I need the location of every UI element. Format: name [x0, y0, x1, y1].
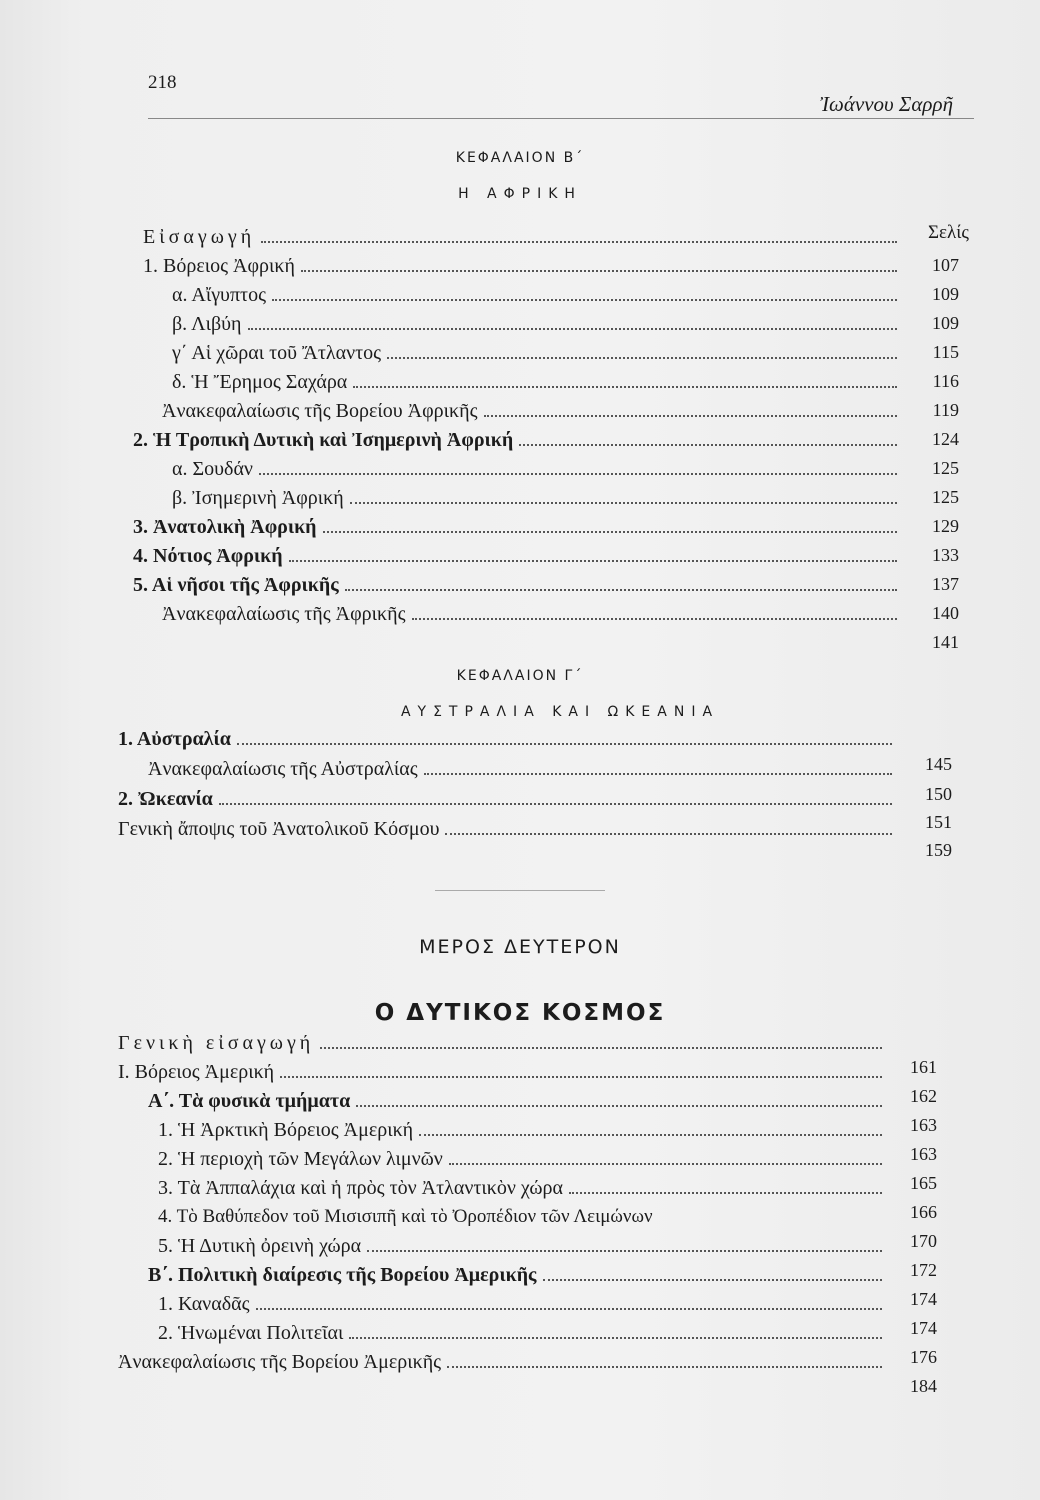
toc-entry	[172, 487, 903, 510]
toc-entry	[118, 1351, 888, 1374]
toc-page-number: 172	[910, 1260, 937, 1280]
dot-leader	[569, 1192, 882, 1194]
toc-entry-text: 2. Ἡ περιοχὴ τῶν Μεγάλων λιμνῶν	[158, 1148, 443, 1170]
dot-leader	[237, 743, 892, 745]
toc-entry	[158, 1235, 888, 1258]
toc-entry-text: α. Σουδάν	[172, 458, 253, 480]
toc-entry	[133, 545, 903, 568]
toc-entry	[158, 1148, 888, 1171]
toc-entry	[118, 818, 898, 841]
toc-page-number: 133	[932, 545, 959, 565]
toc-entry-text: 5. Ἡ Δυτικὴ ὀρεινὴ χώρα	[158, 1235, 362, 1257]
toc-entry	[172, 371, 903, 394]
dot-leader	[519, 444, 897, 446]
dot-leader	[350, 502, 897, 504]
toc-entry-text: Ἀνακεφαλαίωσις τῆς Αὐστραλίας	[148, 758, 418, 780]
dot-leader	[320, 1047, 882, 1049]
toc-entry-text: Γενικὴ εἰσαγωγή	[118, 1032, 315, 1054]
dot-leader	[353, 386, 897, 388]
toc-entry	[118, 1032, 888, 1055]
toc-entry-text: 2. Ἡ Τροπικὴ Δυτικὴ καὶ Ἰσημερινὴ Ἀφρική	[133, 429, 514, 451]
toc-entry-text: γ΄ Αἱ χῶραι τοῦ Ἄτλαντος	[172, 342, 382, 364]
toc-entry-text: 1. Καναδᾶς	[158, 1293, 250, 1315]
toc-page-number: 163	[910, 1115, 937, 1135]
toc-entry	[158, 1293, 888, 1316]
dot-leader	[387, 357, 897, 359]
toc-entry-text: Ἀνακεφαλαίωσις τῆς Βορείου Ἀφρικῆς	[162, 400, 478, 422]
dot-leader	[484, 415, 898, 417]
page-number: 218	[148, 72, 177, 93]
dot-leader	[261, 241, 897, 243]
toc-entry-text: Α΄. Τὰ φυσικὰ τμήματα	[148, 1090, 351, 1112]
toc-entry	[148, 758, 898, 781]
toc-entry	[118, 728, 898, 751]
toc-page-number: 109	[932, 313, 959, 333]
toc-entry-text: 4. Νότιος Ἀφρική	[133, 545, 283, 567]
pages-column-header: Σελίς	[928, 222, 969, 243]
toc-page-number: 129	[932, 516, 959, 536]
dot-leader	[272, 299, 897, 301]
toc-page-number: 150	[925, 784, 952, 804]
toc-entry	[143, 226, 903, 249]
toc-entry-text: Ἀνακεφαλαίωσις τῆς Ἀφρικῆς	[162, 603, 406, 625]
toc-page-number: 176	[910, 1347, 937, 1367]
chapter-b-label: ΚΕΦΑΛΑΙΟΝ Β΄	[455, 150, 585, 166]
toc-entry-text: 3. Ἀνατολικὴ Ἀφρική	[133, 516, 317, 538]
part-two-label: ΜΕΡΟΣ ΔΕΥΤΕΡΟΝ	[419, 936, 621, 958]
toc-entry	[148, 1264, 888, 1287]
dot-leader	[259, 473, 897, 475]
toc-entry-text: δ. Ἡ Ἔρημος Σαχάρα	[172, 371, 348, 393]
toc-entry	[148, 1090, 888, 1113]
toc-page-number: 141	[932, 632, 959, 652]
toc-entry	[158, 1119, 888, 1142]
chapter-c-title: ΑΥΣΤΡΑΛΙΑ ΚΑΙ ΩΚΕΑΝΙΑ	[400, 704, 720, 720]
toc-entry-text: Ι. Βόρειος Ἀμερική	[118, 1061, 275, 1083]
toc-entry-text: 1. Αὐστραλία	[118, 728, 231, 750]
toc-entry	[158, 1206, 888, 1228]
toc-entry	[172, 342, 903, 365]
dot-leader	[447, 1366, 882, 1368]
toc-entry-text: β. Λιβύη	[172, 313, 242, 335]
toc-page-number: 119	[932, 400, 959, 420]
toc-entry-text: 1. Ἡ Ἀρκτικὴ Βόρειος Ἀμερική	[158, 1119, 414, 1141]
toc-page-number: 140	[932, 603, 959, 623]
toc-entry-text: Εἰσαγωγή	[143, 226, 256, 248]
dot-leader	[412, 618, 898, 620]
toc-page-number: 115	[932, 342, 959, 362]
toc-entry	[133, 429, 903, 452]
dot-leader	[301, 270, 897, 272]
dot-leader	[349, 1337, 882, 1339]
toc-entry	[172, 284, 903, 307]
toc-page-number: 125	[932, 487, 959, 507]
toc-entry	[143, 255, 903, 278]
running-head: Ἰωάννου Σαρρῆ	[820, 92, 954, 116]
toc-page-number: 165	[910, 1173, 937, 1193]
toc-entry-text: 4. Τὸ Βαθύπεδον τοῦ Μισισιπῆ καὶ τὸ Ὀροπέδιον τῶν Λειμώνων	[158, 1206, 653, 1227]
toc-page-number: 125	[932, 458, 959, 478]
part-two-title: Ο ΔΥΤΙΚΟΣ ΚΟΣΜΟΣ	[374, 1000, 666, 1026]
toc-entry-text: 5. Αἱ νῆσοι τῆς Ἀφρικῆς	[133, 574, 339, 596]
toc-entry-text: Γενικὴ ἄποψις τοῦ Ἀνατολικοῦ Κόσμου	[118, 818, 440, 840]
chapter-b-title: Η ΑΦΡΙΚΗ	[458, 186, 582, 202]
toc-page-number: 174	[910, 1318, 937, 1338]
dot-leader	[445, 833, 892, 835]
toc-page-number: 145	[925, 754, 952, 774]
dot-leader	[356, 1105, 882, 1107]
toc-entry-text: α. Αἴγυπτος	[172, 284, 266, 306]
toc-page-number: 162	[910, 1086, 937, 1106]
dot-leader	[419, 1134, 882, 1136]
toc-page-number: 107	[932, 255, 959, 275]
toc-entry-text: β. Ἰσημερινὴ Ἀφρική	[172, 487, 344, 509]
toc-entry-text: 2. Ἡνωμέναι Πολιτεῖαι	[158, 1322, 344, 1344]
dot-leader	[248, 328, 898, 330]
toc-page-number: 163	[910, 1144, 937, 1164]
toc-entry	[133, 516, 903, 539]
toc-entry	[172, 313, 903, 336]
toc-page-number: 109	[932, 284, 959, 304]
section-divider	[435, 890, 605, 891]
toc-entry-text: Β΄. Πολιτικὴ διαίρεσις τῆς Βορείου Ἀμερικῆς	[148, 1264, 537, 1286]
dot-leader	[449, 1163, 882, 1165]
dot-leader	[543, 1279, 883, 1281]
dot-leader	[219, 803, 892, 805]
dot-leader	[256, 1308, 882, 1310]
toc-entry-text: Ἀνακεφαλαίωσις τῆς Βορείου Ἀμερικῆς	[118, 1351, 442, 1373]
dot-leader	[424, 773, 892, 775]
toc-entry	[158, 1322, 888, 1345]
toc-entry-text: 1. Βόρειος Ἀφρική	[143, 255, 295, 277]
dot-leader	[280, 1076, 882, 1078]
toc-page-number: 166	[910, 1202, 937, 1222]
dot-leader	[323, 531, 897, 533]
toc-entry	[172, 458, 903, 481]
toc-page-number: 159	[925, 840, 952, 860]
chapter-c-label: ΚΕΦΑΛΑΙΟΝ Γ΄	[456, 668, 584, 684]
dot-leader	[289, 560, 897, 562]
toc-page-number: 137	[932, 574, 959, 594]
toc-entry	[133, 574, 903, 597]
toc-entry	[162, 400, 903, 423]
toc-page-number: 174	[910, 1289, 937, 1309]
toc-entry	[162, 603, 903, 626]
toc-page-number: 184	[910, 1376, 937, 1396]
toc-entry	[118, 1061, 888, 1084]
dot-leader	[367, 1250, 882, 1252]
toc-page-number: 124	[932, 429, 959, 449]
toc-entry-text: 2. Ὠκεανία	[118, 788, 213, 810]
toc-page-number: 161	[910, 1057, 937, 1077]
toc-page-number: 170	[910, 1231, 937, 1251]
toc-page-number: 151	[925, 812, 952, 832]
dot-leader	[345, 589, 897, 591]
toc-page-number: 116	[932, 371, 959, 391]
toc-entry	[118, 788, 898, 811]
header-rule	[148, 118, 974, 119]
toc-entry	[158, 1177, 888, 1200]
toc-entry-text: 3. Τὰ Ἀππαλάχια καὶ ἡ πρὸς τὸν Ἀτλαντικὸν χώρα	[158, 1177, 563, 1199]
